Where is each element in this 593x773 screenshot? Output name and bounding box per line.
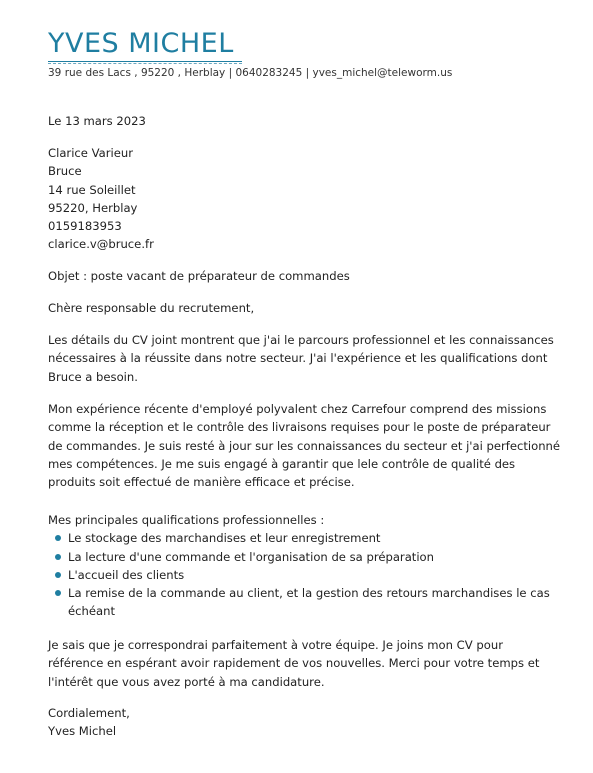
qualifications-list (48, 529, 548, 620)
bullet-icon (55, 572, 61, 578)
list-item-text: L'accueil des clients (68, 567, 185, 582)
paragraph-line: nécessaires à la réussite dans notre secteur. J'ai l'expérience et les qualifications dont (48, 351, 548, 366)
paragraph-line: produits soit effectué de manière efficace et précise. (48, 475, 355, 490)
bullet-icon (55, 554, 61, 560)
recipient-line: 0159183953 (48, 219, 122, 234)
qualifications-intro: Mes principales qualifications professionnelles : (48, 513, 325, 527)
sender-name: YVES MICHEL (48, 28, 234, 59)
list-item-text: Le stockage des marchandises et leur enregistrement (68, 531, 381, 546)
sender-contact-line: 39 rue des Lacs , 95220 , Herblay | 0640283245 | yves_michel@teleworm.us (48, 67, 453, 79)
valediction: Cordialement, (48, 706, 130, 720)
list-item (48, 548, 548, 566)
paragraph-line: Je sais que je correspondrai parfaitement à votre équipe. Je joins mon CV pour (48, 638, 503, 652)
recipient-line: Clarice Varieur (48, 146, 133, 160)
bullet-icon (55, 590, 61, 596)
list-item-text: échéant (68, 604, 115, 619)
paragraph-line: Les détails du CV joint montrent que j'ai le parcours professionnel et les connaissances (48, 333, 554, 347)
paragraph-line: mes compétences. Je me suis engagé à garantir que lele contrôle de qualité des (48, 456, 516, 471)
letter-salutation (48, 299, 548, 317)
paragraph-line: référence en espérant avoir rapidement de vos nouvelles. Merci pour votre temps et (48, 656, 540, 671)
paragraph-line: l'intérêt que vous avez porté à ma candidature. (48, 674, 325, 689)
date-text: Le 13 mars 2023 (48, 114, 146, 128)
bullet-icon (55, 535, 61, 541)
paragraph-line: de commandes. Je suis resté à jour sur les connaissances du secteur et j'ai perfectionné (48, 438, 561, 453)
recipient-line: 95220, Herblay (48, 200, 138, 215)
signature-name: Yves Michel (48, 724, 117, 739)
recipient-address (48, 144, 548, 254)
list-item-text: La remise de la commande au client, et la gestion des retours marchandises le cas (68, 586, 550, 601)
list-item (48, 584, 548, 621)
paragraph-3 (48, 636, 548, 691)
qualifications-section (48, 511, 548, 621)
paragraph-1 (48, 331, 554, 386)
letter-subject (48, 267, 548, 285)
paragraph-line: Mon expérience récente d'employé polyvalent chez Carrefour comprend des missions (48, 402, 547, 416)
recipient-line: Bruce (48, 164, 82, 179)
salutation-text: Chère responsable du recrutement, (48, 301, 255, 315)
recipient-line: clarice.v@bruce.fr (48, 237, 154, 252)
paragraph-line: comme la réception et le contrôle des livraisons requises pour le poste de préparateur (48, 420, 551, 435)
paragraph-line: Bruce a besoin. (48, 369, 138, 384)
name-underline (48, 61, 242, 64)
letter-closing (48, 704, 548, 741)
list-item (48, 566, 548, 584)
list-item (48, 529, 548, 547)
subject-text: Objet : poste vacant de préparateur de commandes (48, 269, 350, 283)
list-item-text: La lecture d'une commande et l'organisation de sa préparation (68, 549, 435, 564)
letter-date (48, 112, 548, 130)
paragraph-2 (48, 400, 561, 491)
recipient-line: 14 rue Soleillet (48, 182, 136, 197)
